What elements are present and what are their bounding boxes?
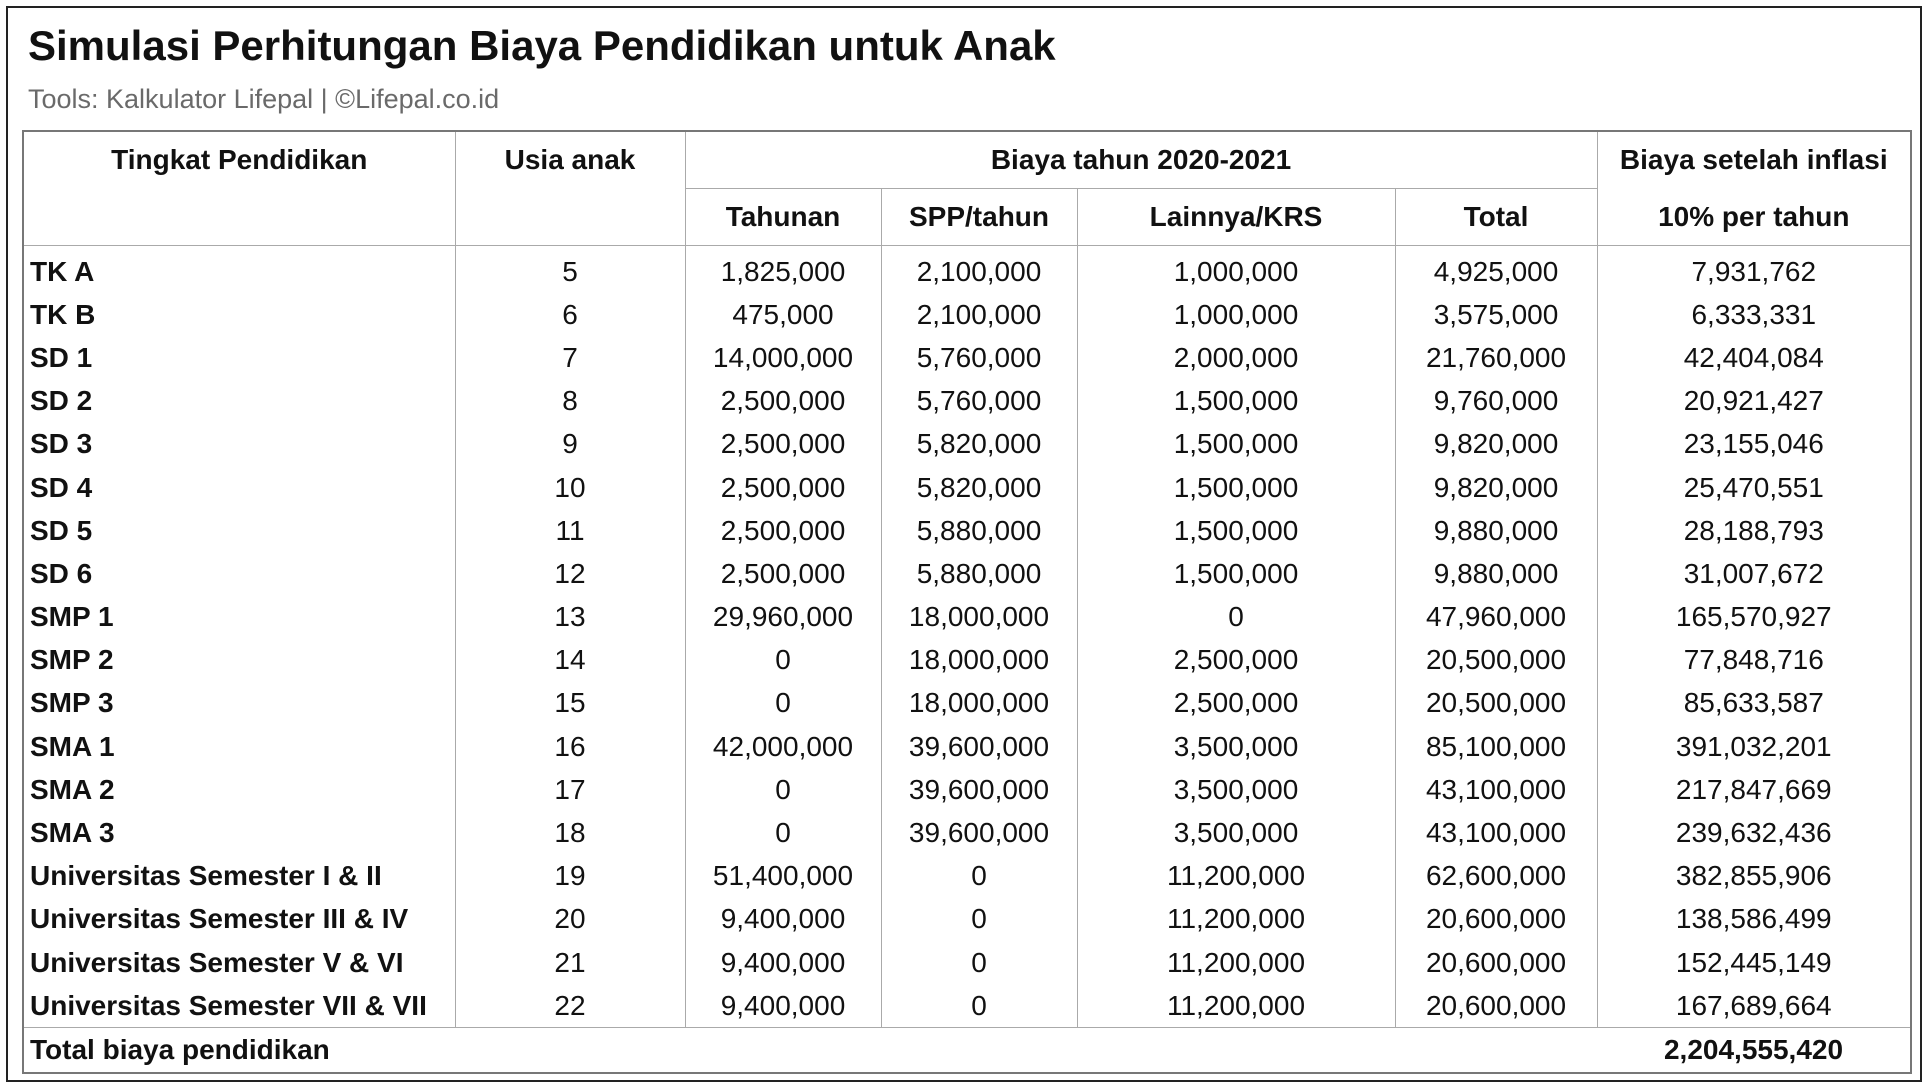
header-other: Lainnya/KRS xyxy=(1077,189,1395,246)
cell-inflated: 25,470,551 xyxy=(1597,466,1911,509)
cell-annual: 9,400,000 xyxy=(685,898,881,941)
cell-level: SD 3 xyxy=(30,428,93,460)
cell-total: 9,880,000 xyxy=(1395,509,1597,552)
cell-other: 3,500,000 xyxy=(1077,725,1395,768)
header-spp: SPP/tahun xyxy=(881,189,1077,246)
cell-age: 14 xyxy=(455,639,685,682)
cell-age: 20 xyxy=(455,898,685,941)
table-row xyxy=(23,984,1911,1028)
cell-age: 12 xyxy=(455,552,685,595)
cell-age: 22 xyxy=(455,984,685,1028)
cell-age: 5 xyxy=(455,246,685,294)
cell-annual: 9,400,000 xyxy=(685,941,881,984)
table-row xyxy=(23,336,1911,379)
cell-other: 0 xyxy=(1077,596,1395,639)
cell-age: 9 xyxy=(455,423,685,466)
cell-other: 1,500,000 xyxy=(1077,509,1395,552)
cell-spp: 0 xyxy=(881,941,1077,984)
cell-level: Universitas Semester III & IV xyxy=(30,903,409,935)
table-row xyxy=(23,898,1911,941)
cell-annual: 0 xyxy=(685,639,881,682)
cell-annual: 2,500,000 xyxy=(685,380,881,423)
table-row xyxy=(23,466,1911,509)
total-row xyxy=(23,1028,1911,1074)
table-row xyxy=(23,682,1911,725)
cell-other: 1,000,000 xyxy=(1077,293,1395,336)
cell-total: 62,600,000 xyxy=(1395,855,1597,898)
cell-inflated: 42,404,084 xyxy=(1597,336,1911,379)
cell-age: 11 xyxy=(455,509,685,552)
cell-spp: 5,760,000 xyxy=(881,336,1077,379)
cell-spp: 39,600,000 xyxy=(881,725,1077,768)
cell-total: 20,600,000 xyxy=(1395,898,1597,941)
cell-age: 6 xyxy=(455,293,685,336)
cell-level: Universitas Semester V & VI xyxy=(30,946,404,978)
cell-spp: 18,000,000 xyxy=(881,596,1077,639)
cell-inflated: 28,188,793 xyxy=(1597,509,1911,552)
cell-level: SD 4 xyxy=(30,471,93,503)
cell-inflated: 152,445,149 xyxy=(1597,941,1911,984)
cell-inflated: 85,633,587 xyxy=(1597,682,1911,725)
cell-other: 3,500,000 xyxy=(1077,768,1395,811)
page-subtitle: Tools: Kalkulator Lifepal | ©Lifepal.co.id xyxy=(28,84,500,114)
total-label: Total biaya pendidikan xyxy=(23,1028,1597,1074)
table-body xyxy=(23,246,1911,1028)
cell-total: 85,100,000 xyxy=(1395,725,1597,768)
table-row xyxy=(23,552,1911,595)
cell-level: SMA 2 xyxy=(30,773,115,805)
cell-spp: 2,100,000 xyxy=(881,246,1077,294)
cell-annual: 2,500,000 xyxy=(685,509,881,552)
cell-annual: 2,500,000 xyxy=(685,466,881,509)
cell-inflated: 23,155,046 xyxy=(1597,423,1911,466)
table-row xyxy=(23,768,1911,811)
cell-level: SMP 3 xyxy=(30,687,114,719)
cell-age: 13 xyxy=(455,596,685,639)
page-title: Simulasi Perhitungan Biaya Pendidikan untuk Anak xyxy=(28,22,1056,69)
header-total: Total xyxy=(1395,189,1597,246)
cell-inflated: 138,586,499 xyxy=(1597,898,1911,941)
cell-age: 16 xyxy=(455,725,685,768)
cell-age: 8 xyxy=(455,380,685,423)
cell-annual: 2,500,000 xyxy=(685,552,881,595)
cell-total: 4,925,000 xyxy=(1395,246,1597,294)
cell-total: 9,820,000 xyxy=(1395,466,1597,509)
cell-level: Universitas Semester VII & VII xyxy=(30,989,427,1021)
cell-inflated: 7,931,762 xyxy=(1597,246,1911,294)
header-inflation-top: Biaya setelah inflasi xyxy=(1597,131,1911,189)
cell-spp: 0 xyxy=(881,984,1077,1028)
cell-annual: 51,400,000 xyxy=(685,855,881,898)
cell-other: 1,000,000 xyxy=(1077,246,1395,294)
cell-annual: 475,000 xyxy=(685,293,881,336)
cell-level: SMP 2 xyxy=(30,644,114,676)
cell-spp: 18,000,000 xyxy=(881,682,1077,725)
cell-level: SD 1 xyxy=(30,341,93,373)
cell-other: 2,000,000 xyxy=(1077,336,1395,379)
cell-other: 11,200,000 xyxy=(1077,941,1395,984)
table-row xyxy=(23,639,1911,682)
cell-spp: 5,880,000 xyxy=(881,552,1077,595)
cell-level: SMA 3 xyxy=(30,817,115,849)
cell-level: SD 2 xyxy=(30,385,93,417)
cell-spp: 39,600,000 xyxy=(881,811,1077,854)
cell-inflated: 217,847,669 xyxy=(1597,768,1911,811)
table-row xyxy=(23,725,1911,768)
cell-annual: 29,960,000 xyxy=(685,596,881,639)
cell-spp: 5,820,000 xyxy=(881,423,1077,466)
cell-total: 21,760,000 xyxy=(1395,336,1597,379)
cell-other: 11,200,000 xyxy=(1077,855,1395,898)
table-footer xyxy=(23,1028,1911,1074)
cell-spp: 5,880,000 xyxy=(881,509,1077,552)
table-row xyxy=(23,293,1911,336)
cell-level: SD 6 xyxy=(30,557,93,589)
cell-spp: 5,820,000 xyxy=(881,466,1077,509)
cell-age: 7 xyxy=(455,336,685,379)
table-row xyxy=(23,423,1911,466)
cell-annual: 0 xyxy=(685,768,881,811)
cell-other: 1,500,000 xyxy=(1077,466,1395,509)
cell-spp: 39,600,000 xyxy=(881,768,1077,811)
cell-level: SMP 1 xyxy=(30,601,114,633)
header-annual: Tahunan xyxy=(685,189,881,246)
table-row xyxy=(23,811,1911,854)
cell-spp: 2,100,000 xyxy=(881,293,1077,336)
cell-total: 43,100,000 xyxy=(1395,811,1597,854)
cell-total: 9,880,000 xyxy=(1395,552,1597,595)
cell-level: TK B xyxy=(30,298,96,330)
table-header xyxy=(23,131,1911,246)
header-cost-group: Biaya tahun 2020-2021 xyxy=(685,131,1597,189)
cell-inflated: 6,333,331 xyxy=(1597,293,1911,336)
header-age: Usia anak xyxy=(455,131,685,246)
cell-other: 1,500,000 xyxy=(1077,423,1395,466)
cell-inflated: 77,848,716 xyxy=(1597,639,1911,682)
cell-annual: 14,000,000 xyxy=(685,336,881,379)
total-value: 2,204,555,420 xyxy=(1597,1028,1911,1074)
cell-total: 20,600,000 xyxy=(1395,941,1597,984)
cell-total: 20,500,000 xyxy=(1395,639,1597,682)
cell-level: Universitas Semester I & II xyxy=(30,860,382,892)
cell-level: SD 5 xyxy=(30,514,93,546)
cell-age: 15 xyxy=(455,682,685,725)
cell-total: 20,600,000 xyxy=(1395,984,1597,1028)
cell-annual: 9,400,000 xyxy=(685,984,881,1028)
cell-annual: 0 xyxy=(685,682,881,725)
cell-inflated: 391,032,201 xyxy=(1597,725,1911,768)
cost-table xyxy=(22,130,1912,1074)
cell-total: 9,760,000 xyxy=(1395,380,1597,423)
cell-annual: 42,000,000 xyxy=(685,725,881,768)
cell-age: 21 xyxy=(455,941,685,984)
table-row xyxy=(23,941,1911,984)
cell-inflated: 239,632,436 xyxy=(1597,811,1911,854)
cell-spp: 0 xyxy=(881,898,1077,941)
cell-other: 3,500,000 xyxy=(1077,811,1395,854)
cell-age: 10 xyxy=(455,466,685,509)
cell-annual: 0 xyxy=(685,811,881,854)
cell-other: 11,200,000 xyxy=(1077,984,1395,1028)
cell-annual: 2,500,000 xyxy=(685,423,881,466)
cell-age: 19 xyxy=(455,855,685,898)
table-row xyxy=(23,380,1911,423)
cell-other: 1,500,000 xyxy=(1077,552,1395,595)
cell-level: SMA 1 xyxy=(30,730,115,762)
table-row xyxy=(23,246,1911,294)
table-row xyxy=(23,596,1911,639)
cell-inflated: 167,689,664 xyxy=(1597,984,1911,1028)
cell-total: 47,960,000 xyxy=(1395,596,1597,639)
cell-annual: 1,825,000 xyxy=(685,246,881,294)
cell-level: TK A xyxy=(30,255,95,287)
cell-total: 3,575,000 xyxy=(1395,293,1597,336)
cell-other: 11,200,000 xyxy=(1077,898,1395,941)
cell-other: 1,500,000 xyxy=(1077,380,1395,423)
cell-spp: 5,760,000 xyxy=(881,380,1077,423)
cell-other: 2,500,000 xyxy=(1077,682,1395,725)
header-level: Tingkat Pendidikan xyxy=(23,131,455,246)
cell-total: 20,500,000 xyxy=(1395,682,1597,725)
cell-total: 9,820,000 xyxy=(1395,423,1597,466)
cell-other: 2,500,000 xyxy=(1077,639,1395,682)
cell-inflated: 31,007,672 xyxy=(1597,552,1911,595)
cell-age: 18 xyxy=(455,811,685,854)
cell-total: 43,100,000 xyxy=(1395,768,1597,811)
cell-inflated: 382,855,906 xyxy=(1597,855,1911,898)
cell-age: 17 xyxy=(455,768,685,811)
table-row xyxy=(23,509,1911,552)
cell-spp: 0 xyxy=(881,855,1077,898)
cell-inflated: 165,570,927 xyxy=(1597,596,1911,639)
cell-spp: 18,000,000 xyxy=(881,639,1077,682)
cell-inflated: 20,921,427 xyxy=(1597,380,1911,423)
table-row xyxy=(23,855,1911,898)
header-inflation-bottom: 10% per tahun xyxy=(1597,189,1911,246)
